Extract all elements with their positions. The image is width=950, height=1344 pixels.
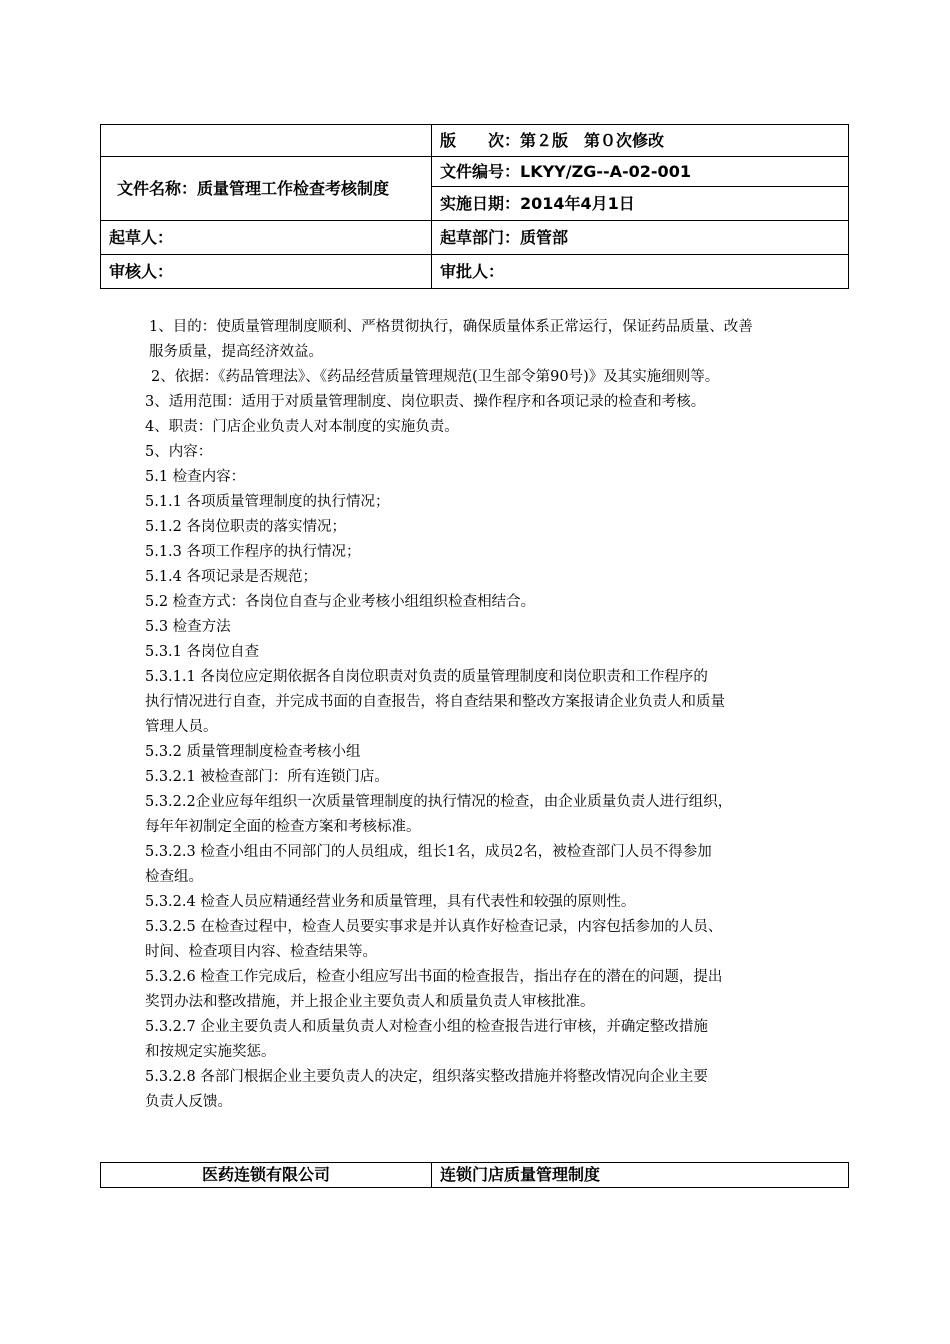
version-cell: 版 次：第２版 第０次修改 <box>432 125 849 157</box>
file-name-cell: 文件名称：质量管理工作检查考核制度 <box>101 157 432 221</box>
body-line: 5.3 检查方法 <box>145 619 231 635</box>
body-line: 5.3.2.1 被检查部门：所有连锁门店。 <box>145 769 389 785</box>
body-line: 服务质量，提高经济效益。 <box>149 344 323 360</box>
body-line: 5.3.2.4 检查人员应精通经营业务和质量管理，具有代表性和较强的原则性。 <box>145 894 636 910</box>
approver-cell: 审批人： <box>432 255 849 289</box>
body-line: 4、职责：门店企业负责人对本制度的实施负责。 <box>145 419 459 435</box>
document-footer-table <box>100 1162 849 1188</box>
body-line: 负责人反馈。 <box>145 1094 232 1110</box>
body-line: 5.3.2.7 企业主要负责人和质量负责人对检查小组的检查报告进行审核，并确定整改措施 <box>145 1019 708 1035</box>
body-line: 5.3.2.2企业应每年组织一次质量管理制度的执行情况的检查，由企业质量负责人进行组织， <box>145 794 733 810</box>
body-line: 5.3.2.3 检查小组由不同部门的人员组成，组长1名，成员2名，被检查部门人员不得参加 <box>145 844 712 860</box>
drafting-dept-cell: 起草部门：质管部 <box>432 221 849 255</box>
body-line: 检查组。 <box>145 869 203 885</box>
body-line: 1、目的：使质量管理制度顺利、严格贯彻执行，确保质量体系正常运行，保证药品质量、改善 <box>149 319 753 335</box>
drafter-cell: 起草人： <box>101 221 432 255</box>
body-line: 每年年初制定全面的检查方案和考核标准。 <box>145 819 421 835</box>
body-line: 和按规定实施奖惩。 <box>145 1044 276 1060</box>
body-line: 3、适用范围：适用于对质量管理制度、岗位职责、操作程序和各项记录的检查和考核。 <box>145 394 706 410</box>
reviewer-cell: 审核人： <box>101 255 432 289</box>
body-line: 5.1.4 各项记录是否规范； <box>145 569 318 585</box>
effective-date-cell: 实施日期：2014年4月1日 <box>432 187 849 221</box>
body-line: 5.1.3 各项工作程序的执行情况； <box>145 544 361 560</box>
body-line: 奖罚办法和整改措施，并上报企业主要负责人和质量负责人审核批准。 <box>145 994 595 1010</box>
body-line: 5.2 检查方式：各岗位自查与企业考核小组组织检查相结合。 <box>145 594 536 610</box>
body-line: 5.1.2 各岗位职责的落实情况； <box>145 519 347 535</box>
body-line: 5.3.2.8 各部门根据企业主要负责人的决定，组织落实整改措施并将整改情况向企业主要 <box>145 1069 708 1085</box>
body-line: 5.3.2.6 检查工作完成后，检查小组应写出书面的检查报告，指出存在的潜在的问题，提出 <box>145 969 723 985</box>
body-line: 5.3.2.5 在检查过程中，检查人员要实事求是并认真作好检查记录，内容包括参加的人员、 <box>145 919 723 935</box>
body-line: 5、内容： <box>145 444 213 460</box>
body-line: 5.1.1 各项质量管理制度的执行情况； <box>145 494 390 510</box>
body-line: 时间、检查项目内容、检查结果等。 <box>145 944 377 960</box>
header-empty-cell <box>101 125 432 157</box>
body-line: 2、依据：《药品管理法》、《药品经营质量管理规范(卫生部令第90号)》及其实施细则等。 <box>151 369 720 385</box>
body-line: 5.3.2 质量管理制度检查考核小组 <box>145 744 361 760</box>
footer-company: 医药连锁有限公司 <box>101 1163 432 1188</box>
body-line: 5.3.1 各岗位自查 <box>145 644 260 660</box>
footer-doc-title: 连锁门店质量管理制度 <box>432 1163 849 1188</box>
body-line: 执行情况进行自查，并完成书面的自查报告，将自查结果和整改方案报请企业负责人和质量 <box>145 694 725 710</box>
body-line: 5.3.1.1 各岗位应定期依据各自岗位职责对负责的质量管理制度和岗位职责和工作程序的 <box>145 669 708 685</box>
body-line: 5.1 检查内容： <box>145 469 246 485</box>
body-line: 管理人员。 <box>145 719 218 735</box>
document-header-table <box>100 124 849 289</box>
document-body <box>145 315 825 1115</box>
file-number-cell: 文件编号：LKYY/ZG--A-02-001 <box>432 157 849 187</box>
